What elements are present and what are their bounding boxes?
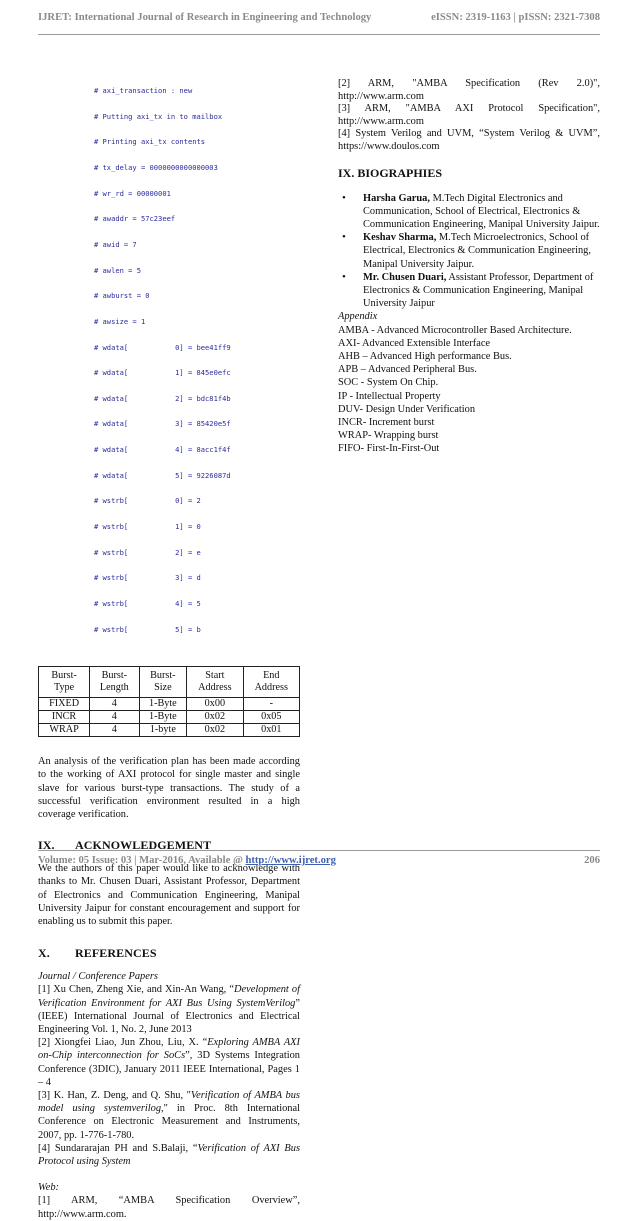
code-listing xyxy=(38,70,300,651)
code-line: # wdata[ 3] = 85420e5f xyxy=(94,419,231,429)
table-header: Burst- Size xyxy=(139,667,187,698)
analysis-paragraph: An analysis of the verification plan has been made according to the working of AXI protocol for single master and single slave for various burst-type transactions. The study of a successful verification environment resulted in a high coverage verification. xyxy=(38,756,300,820)
appendix-item: FIFO- First-In-First-Out xyxy=(338,443,440,455)
table-cell: 0x05 xyxy=(243,711,299,724)
code-line: # wdata[ 1] = 845e0efc xyxy=(94,368,231,378)
code-line: # awaddr = 57c23eef xyxy=(94,214,176,224)
biographies-list xyxy=(338,192,600,311)
appendix-item: AXI- Advanced Extensible Interface xyxy=(338,337,491,349)
code-line: # awid = 7 xyxy=(94,239,137,249)
table-header: End Address xyxy=(243,667,299,698)
table-cell: 4 xyxy=(90,711,139,724)
table-cell: 0x00 xyxy=(187,698,243,711)
reference-item: [4] Sundararajan PH and S.Balaji, “Verification of AXI Bus Protocol using System xyxy=(38,1142,300,1168)
reference-item: [2] Xiongfei Liao, Jun Zhou, Liu, X. “Exploring AMBA AXI on-Chip interconnection for SoCs”, 3D Systems Integration Conference (3DIC), January 2011 IEEE International, Pages 1 – 4 xyxy=(38,1037,301,1088)
left-column xyxy=(38,70,300,1221)
table-header-row xyxy=(39,667,300,698)
header-rule xyxy=(38,34,600,35)
code-line: # wdata[ 0] = bee41ff9 xyxy=(94,342,231,352)
table-cell: 0x02 xyxy=(187,724,243,737)
web-reference-item: [3] ARM, "AMBA AXI Protocol Specification", http://www.arm.com xyxy=(338,103,600,127)
code-line: # Putting axi_tx in to mailbox xyxy=(94,111,223,121)
code-line: # axi_transaction : new xyxy=(94,86,193,96)
page-footer xyxy=(38,855,600,866)
appendix-item: IP - Intellectual Property xyxy=(338,390,441,402)
appendix-item: DUV- Design Under Verification xyxy=(338,403,476,415)
acknowledgement-text: We the authors of this paper would like to acknowledge with thanks to Mr. Chusen Duari, Assistant Professor, Department of Electronics and Communication Engineering, Manipal University Jaipur for constant encouragement and support for enabling us to submit this paper. xyxy=(38,863,300,928)
table-cell: INCR xyxy=(39,711,90,724)
journal-papers-label: Journal / Conference Papers xyxy=(38,971,158,983)
table-row xyxy=(39,711,300,724)
table-cell: 1-Byte xyxy=(139,698,187,711)
code-line: # awsize = 1 xyxy=(94,316,146,326)
reference-item: [3] K. Han, Z. Deng, and Q. Shu, "Verification of AMBA bus model using systemverilog," in Proc. 8th International Conference on Electronic Measurement and Instruments, 2007, pp. 1-776-1-780. xyxy=(38,1090,300,1141)
code-line: # tx_delay = 0000000000000003 xyxy=(94,163,218,173)
right-column xyxy=(338,78,600,456)
web-reference-item: [2] ARM, "AMBA Specification (Rev 2.0)", http://www.arm.com xyxy=(338,78,600,102)
table-cell: 4 xyxy=(90,724,139,737)
code-line: # Printing axi_tx contents xyxy=(94,137,206,147)
table-cell: - xyxy=(243,698,299,711)
code-line: # wdata[ 5] = 9226087d xyxy=(94,470,231,480)
table-cell: WRAP xyxy=(39,724,90,737)
code-line: # wstrb[ 2] = e xyxy=(94,547,201,557)
code-line: # wdata[ 4] = 8acc1f4f xyxy=(94,445,231,455)
journal-link[interactable]: http://www.ijret.org xyxy=(245,855,336,866)
web-label: Web: xyxy=(38,1182,59,1194)
code-line: # awlen = 5 xyxy=(94,265,141,275)
table-row xyxy=(39,724,300,737)
page-number: 206 xyxy=(584,855,600,866)
code-line: # awburst = 0 xyxy=(94,291,150,301)
code-line: # wr_rd = 00000001 xyxy=(94,188,171,198)
appendix-item: APB – Advanced Peripheral Bus. xyxy=(338,364,477,376)
page-header xyxy=(38,12,600,28)
journal-title: IJRET: International Journal of Research in Engineering and Technology xyxy=(38,12,372,23)
table-row xyxy=(39,698,300,711)
biographies-heading: IX. BIOGRAPHIES xyxy=(338,165,443,180)
reference-item: [1] Xu Chen, Zheng Xie, and Xin-An Wang, “Development of Verification Environment for AXI Bus Using SystemVerilog” (IEEE) International Journal of Electronics and Electrical Engineering Vol. 1, No. 2, June 2013 xyxy=(38,984,300,1036)
table-header: Burst- Type xyxy=(39,667,90,698)
table-cell: 1-byte xyxy=(139,724,187,737)
code-line: # wstrb[ 1] = 0 xyxy=(94,521,201,531)
web-reference-item: [4] System Verilog and UVM, “System Verilog & UVM”, https://www.doulos.com xyxy=(338,128,600,152)
references-heading: X. REFERENCES xyxy=(38,946,157,961)
table-cell: 4 xyxy=(90,698,139,711)
table-cell: 0x02 xyxy=(187,711,243,724)
appendix-item: WRAP- Wrapping burst xyxy=(338,430,439,442)
acknowledgement-heading: IX. ACKNOWLEDGEMENT xyxy=(38,838,212,853)
issn-text: eISSN: 2319-1163 | pISSN: 2321-7308 xyxy=(431,12,600,23)
burst-table xyxy=(38,666,300,737)
code-line: # wstrb[ 0] = 2 xyxy=(94,496,201,506)
code-line: # wstrb[ 3] = d xyxy=(94,573,201,583)
code-line: # wstrb[ 5] = b xyxy=(94,624,201,634)
footer-volume: Volume: 05 Issue: 03 | Mar-2016, Available @ http://www.ijret.org xyxy=(38,855,336,866)
table-header: Burst- Length xyxy=(90,667,139,698)
appendix-item: INCR- Increment burst xyxy=(338,417,435,429)
footer-rule xyxy=(38,850,600,851)
web-reference-item: [1] ARM, “AMBA Specification Overview”, http://www.arm.com. xyxy=(38,1195,300,1220)
list-item: • Harsha Garua, M.Tech Digital Electronics and Communication, School of Electrical, Electronics & Communication Engineering, Manipal University Jaipur. xyxy=(338,192,600,232)
list-item: • Mr. Chusen Duari, Assistant Professor, Department of Electronics & Communication Engineering, Manipal University Jaipur xyxy=(338,271,600,311)
table-cell: FIXED xyxy=(39,698,90,711)
appendix-heading: Appendix xyxy=(338,311,378,323)
appendix-item: AMBA - Advanced Microcontroller Based Architecture. xyxy=(338,324,572,336)
table-cell: 0x01 xyxy=(243,724,299,737)
appendix-item: SOC - System On Chip. xyxy=(338,377,439,389)
table-cell: 1-Byte xyxy=(139,711,187,724)
code-line: # wdata[ 2] = bdc81f4b xyxy=(94,393,231,403)
table-header: Start Address xyxy=(187,667,243,698)
code-line: # wstrb[ 4] = 5 xyxy=(94,598,201,608)
appendix-item: AHB – Advanced High performance Bus. xyxy=(338,351,512,362)
list-item: • Keshav Sharma, M.Tech Microelectronics, School of Electrical, Electronics & Communication Engineering, Manipal University Jaipur. xyxy=(338,231,600,271)
